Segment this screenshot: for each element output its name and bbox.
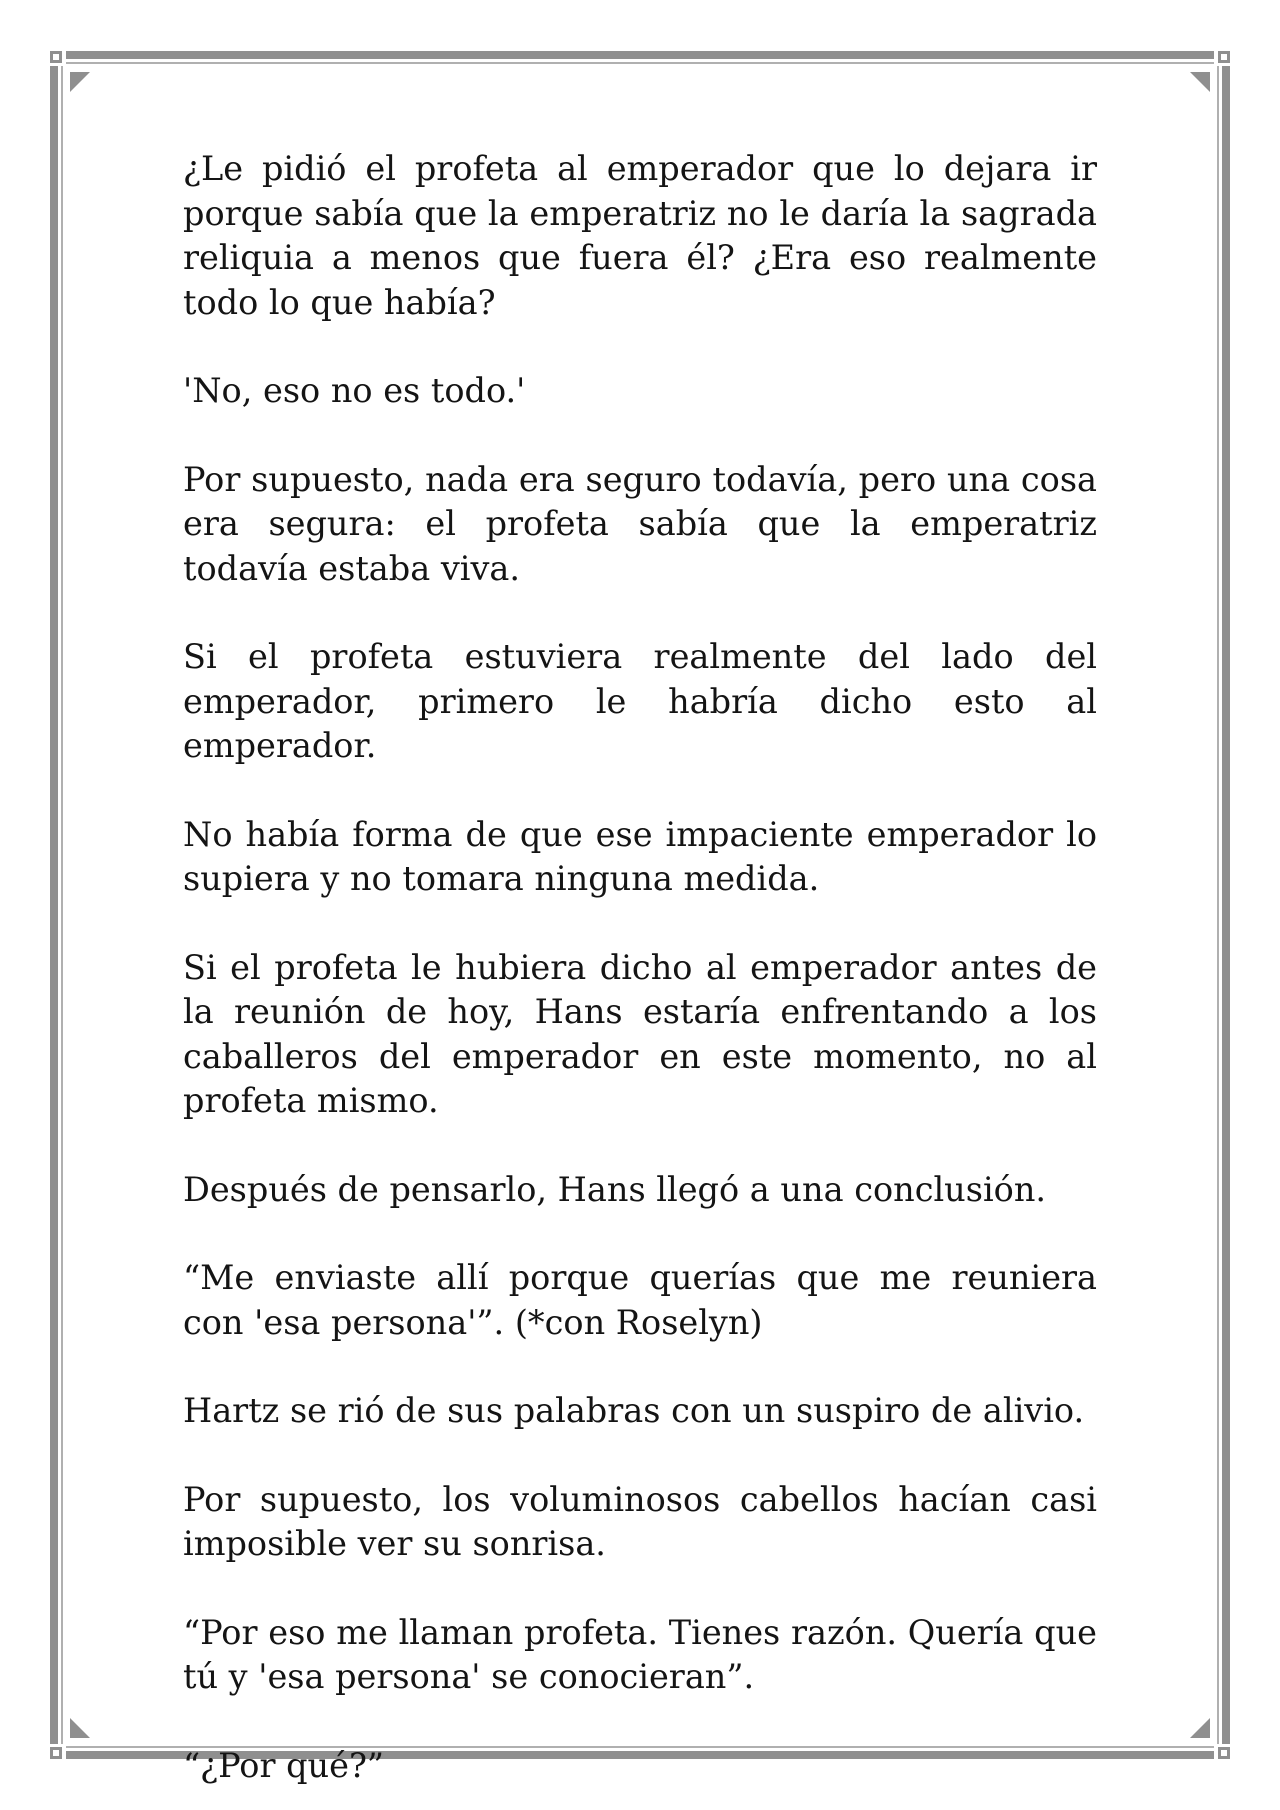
paragraph-7: Después de pensarlo, Hans llegó a una conclusión. [183, 1169, 1047, 1209]
border-top [66, 51, 1214, 59]
paragraph-6: Si el profeta le hubiera dicho al emperador antes de la reunión de hoy, Hans estaría enfrentando a los caballeros del emperador en este momento, no al profeta mismo. [183, 947, 1097, 1120]
paragraph-8: “Me enviaste allí porque querías que me reuniera con 'esa persona'”. (*con Roselyn) [183, 1258, 1097, 1342]
paragraph-12: “¿Por qué?” [183, 1745, 385, 1785]
paragraph-2: 'No, eso no es todo.' [183, 371, 526, 410]
border-left [50, 66, 58, 1744]
paragraph-4: Si el profeta estuviera realmente del lado del emperador, primero le habría dicho esto al emperador. [183, 637, 1097, 765]
paragraph-3: Por supuesto, nada era seguro todavía, pero una cosa era segura: el profeta sabía que la emperatriz todavía estaba viva. [183, 459, 1097, 588]
paragraph-10: Por supuesto, los voluminosos cabellos hacían casi imposible ver su sonrisa. [183, 1479, 1097, 1563]
paragraph-1: ¿Le pidió el profeta al emperador que lo dejara ir porque sabía que la emperatriz no le daría la sagrada reliquia a menos que fuera él? ¿Era eso realmente todo lo que había? [183, 149, 1097, 322]
paragraph-9: Hartz se rió de sus palabras con un suspiro de alivio. [183, 1391, 1085, 1430]
page-text [183, 147, 1097, 1788]
paragraph-11: “Por eso me llaman profeta. Tienes razón. Quería que tú y 'esa persona' se conocieran”. [183, 1612, 1097, 1696]
paragraph-5: No había forma de que ese impaciente emperador lo supiera y no tomara ninguna medida. [183, 814, 1097, 898]
border-right [1222, 66, 1230, 1744]
